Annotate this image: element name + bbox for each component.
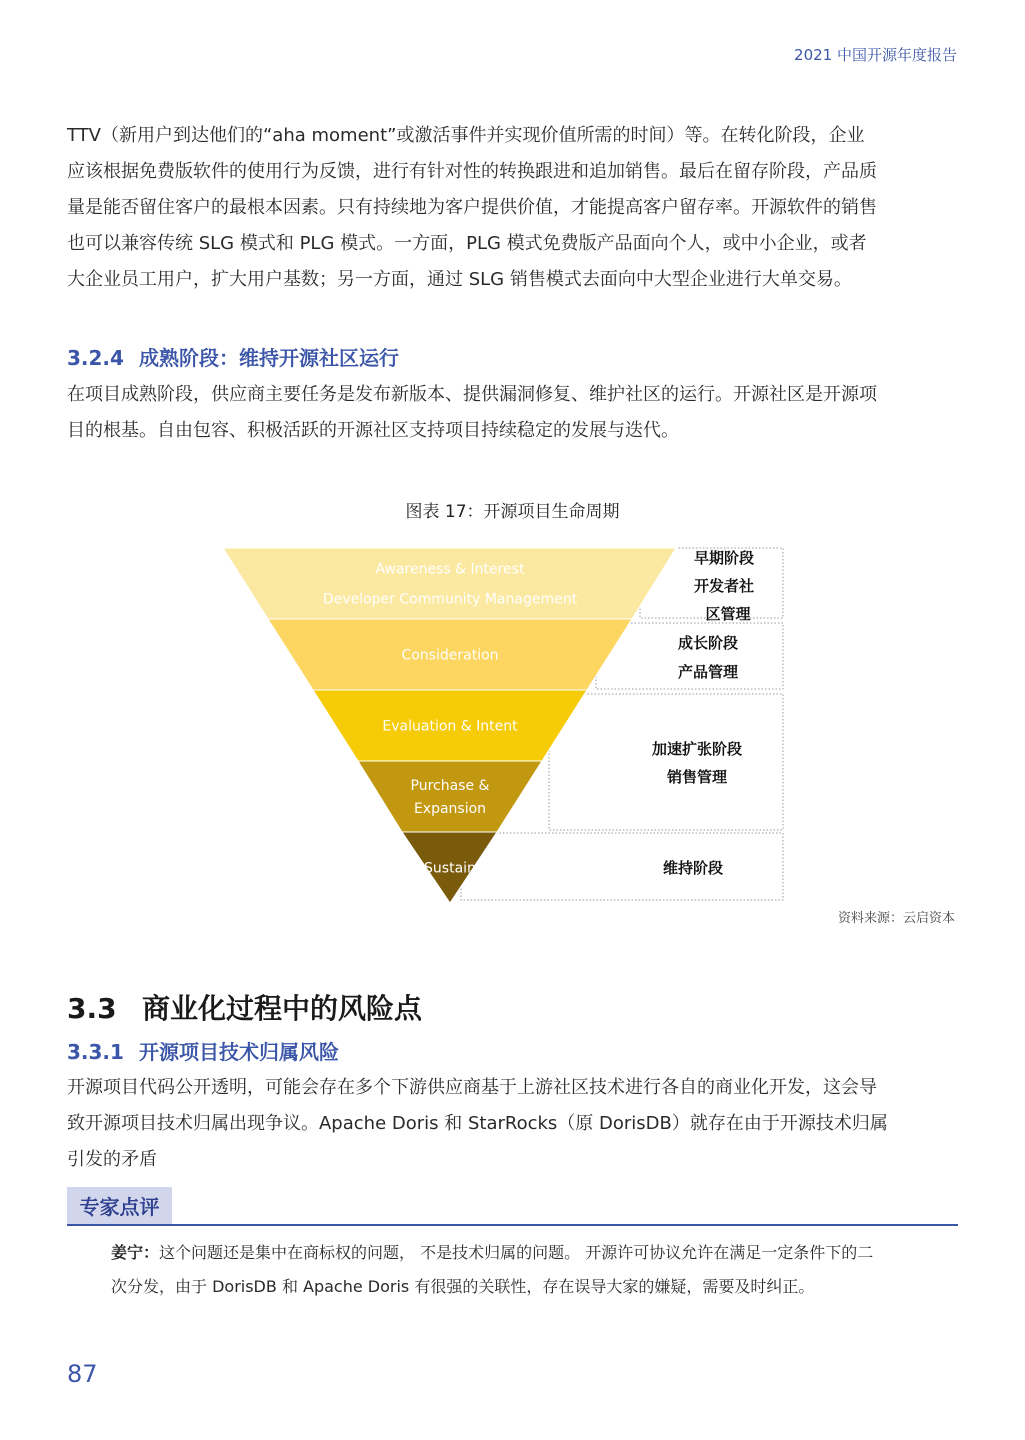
funnel-level-label: Evaluation & Intent (382, 718, 518, 735)
stage-label: 成长阶段 (677, 634, 739, 652)
paragraph-line: 应该根据免费版软件的使用行为反馈，进行有针对性的转换跟进和追加销售。最后在留存阶段，产品质 (67, 161, 877, 182)
report-header-title: 2021 中国开源年度报告 (794, 46, 957, 64)
subsection-title: 开源项目技术归属风险 (139, 1040, 339, 1064)
paragraph-line: 目的根基。自由包容、积极活跃的开源社区支持项目持续稳定的发展与迭代。 (67, 420, 679, 441)
paragraph-line: 在项目成熟阶段，供应商主要任务是发布新版本、提供漏洞修复、维护社区的运行。开源社区是开源项 (67, 384, 877, 405)
section-heading-3-3 (67, 987, 422, 1027)
expert-review-text (111, 1236, 959, 1304)
page-number: 87 (67, 1360, 98, 1388)
tech-ownership-paragraph (67, 1070, 959, 1178)
expert-review-divider (67, 1224, 958, 1226)
subsection-heading-3-3-1 (67, 1036, 339, 1065)
paragraph-line: 致开源项目技术归属出现争议。Apache Doris 和 StarRocks（原 DorisDB）就存在由于开源技术归属 (67, 1113, 888, 1134)
funnel-level-label: Sustain (424, 860, 476, 877)
paragraph-line: 也可以兼容传统 SLG 模式和 PLG 模式。一方面，PLG 模式免费版产品面向个人，或中小企业，或者 (67, 233, 867, 254)
funnel-level (358, 761, 542, 832)
paragraph-line: 大企业员工用户，扩大用户基数；另一方面，通过 SLG 销售模式去面向中大型企业进行大单交易。 (67, 269, 852, 290)
expert-review-label: 专家点评 (67, 1187, 172, 1225)
paragraph-line: 引发的矛盾 (67, 1149, 157, 1170)
stage-label: 产品管理 (677, 663, 739, 681)
figure-caption: 图表 17：开源项目生命周期 (405, 502, 620, 522)
paragraph-line: TTV（新用户到达他们的“aha moment”或激活事件并实现价值所需的时间）等。在转化阶段，企业 (67, 125, 865, 146)
subsection-title: 成熟阶段：维持开源社区运行 (139, 346, 399, 370)
funnel-level-label: Awareness & Interest (375, 561, 525, 578)
subsection-number: 3.2.4 (67, 346, 124, 370)
stage-label: 维持阶段 (662, 859, 724, 877)
expert-speaker: 姜宁： (111, 1243, 160, 1262)
stage-label: 加速扩张阶段 (651, 740, 743, 758)
subsection-number: 3.3.1 (67, 1040, 124, 1064)
funnel-level-label: Consideration (401, 647, 499, 664)
paragraph-line: 开源项目代码公开透明，可能会存在多个下游供应商基于上游社区技术进行各自的商业化开发，这会导 (67, 1077, 877, 1098)
section-number: 3.3 (67, 992, 117, 1025)
figure-source: 资料来源：云启资本 (837, 911, 955, 926)
expert-comment: 这个问题还是集中在商标权的问题， 不是技术归属的问题。 开源许可协议允许在满足一定条件下的二 (159, 1243, 874, 1262)
stage-label: 销售管理 (666, 768, 728, 786)
funnel-level-label: Expansion (413, 801, 487, 817)
funnel-level (223, 548, 676, 619)
expert-line: 次分发，由于 DorisDB 和 Apache Doris 有很强的关联性，存在误导大家的嫌疑，需要及时纠正。 (111, 1277, 815, 1296)
stage-box (461, 833, 783, 900)
stage-box (549, 694, 783, 830)
stage-label: 开发者社 (693, 577, 755, 595)
paragraph-line: 量是能否留住客户的最根本因素。只有持续地为客户提供价值，才能提高客户留存率。开源软件的销售 (67, 197, 877, 218)
section-title: 商业化过程中的风险点 (142, 992, 423, 1025)
expert-line (111, 1236, 959, 1270)
funnel-level-label: Developer Community Management (322, 591, 578, 608)
funnel-level-label: Purchase & (410, 778, 490, 794)
stage-label: 早期阶段 (693, 549, 755, 567)
stage-label: 区管理 (705, 605, 751, 623)
